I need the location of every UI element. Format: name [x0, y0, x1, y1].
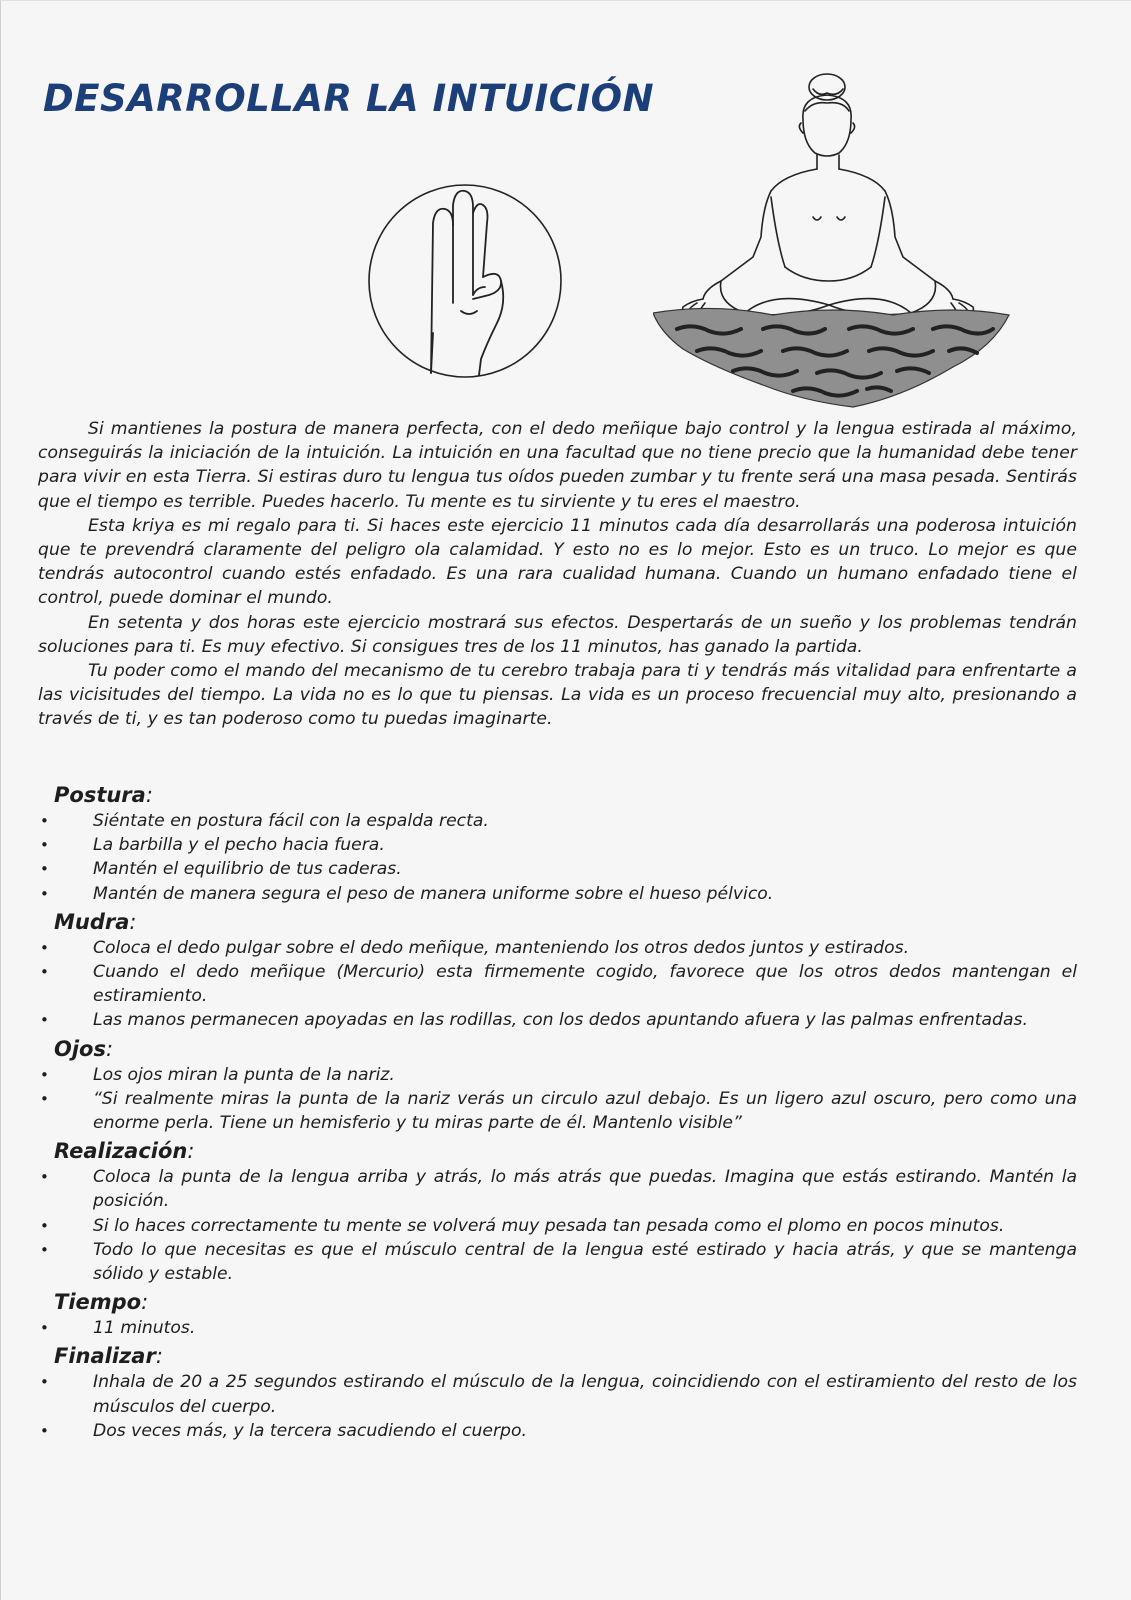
section-finalizar — [38, 1342, 1077, 1443]
section-ojos — [38, 1035, 1077, 1136]
section-mudra — [38, 908, 1077, 1033]
paragraph: En setenta y dos horas este ejercicio mostrará sus efectos. Despertarás de un sueño y los problemas tendrán soluciones para ti. Es muy efectivo. Si consigues tres de los 11 minutos, has ganado la partida. — [38, 612, 1077, 657]
section-heading: Realización: — [54, 1139, 195, 1164]
body-text — [38, 417, 1077, 732]
section-heading: Mudra: — [54, 909, 137, 934]
list-item: • 11 minutos. — [38, 1316, 1077, 1340]
paragraph: Tu poder como el mando del mecanismo de tu cerebro trabaja para ti y tendrás más vitalidad para enfrentarte a las vicisitudes del tiempo. La vida no es lo que tu piensas. La vida es un proceso frecuencial muy alto, presionando a través de ti, y es tan poderoso como tu puedas imaginarte. — [38, 661, 1077, 730]
paragraph: Si mantienes la postura de manera perfecta, con el dedo meñique bajo control y la lengua estirada al máximo, conseguirás la iniciación de la intuición. La intuición en una facultad que no tiene precio que la humanidad debe tener para vivir en esta Tierra. Si estiras duro tu lengua tus oídos pueden zumbar y tu frente será una masa pesada. Sentirás que el tiempo es terrible. Puedes hacerlo. Tu mente es tu sirviente y tu eres el maestro. — [38, 419, 1077, 512]
list-item: • Siéntate en postura fácil con la espalda recta. — [38, 809, 1077, 833]
section-heading: Tiempo: — [54, 1290, 149, 1315]
list-item: • La barbilla y el pecho hacia fuera. — [38, 833, 1077, 857]
list-item: • Coloca el dedo pulgar sobre el dedo meñique, manteniendo los otros dedos juntos y estirados. — [38, 936, 1077, 960]
list-item: • Si lo haces correctamente tu mente se volverá muy pesada tan pesada como el plomo en pocos minutos. — [38, 1214, 1077, 1238]
section-heading: Finalizar: — [54, 1344, 163, 1369]
list-item: • Todo lo que necesitas es que el músculo central de la lengua esté estirado y hacia atrás, y que se mantenga sólido y estable. — [38, 1238, 1077, 1286]
paragraph: Esta kriya es mi regalo para ti. Si haces este ejercicio 11 minutos cada día desarrollarás una poderosa intuición que te prevendrá claramente del peligro ola calamidad. Y esto no es lo mejor. Esto es un truco. Lo mejor es que tendrás autocontrol cuando estés enfadado. Es una rara cualidad humana. Cuando un humano enfadado tiene el control, puede dominar el mundo. — [38, 515, 1077, 609]
list-item: • “Si realmente miras la punta de la nariz verás un circulo azul debajo. Es un ligero azul oscuro, pero como una enorme perla. Tiene un hemisferio y tu miras parte de él. Mantenlo visible” — [38, 1087, 1077, 1135]
list-item: • Las manos permanecen apoyadas en las rodillas, con los dedos apuntando afuera y las palmas enfrentadas. — [38, 1008, 1077, 1032]
page-title: DESARROLLAR LA INTUICIÓN — [43, 77, 655, 120]
list-item: • Cuando el dedo meñique (Mercurio) esta firmemente cogido, favorece que los otros dedos mantengan el estiramiento. — [38, 960, 1077, 1008]
list-item: • Coloca la punta de la lengua arriba y atrás, lo más atrás que puedas. Imagina que estás estirando. Mantén la posición. — [38, 1165, 1077, 1213]
list-item: • Mantén de manera segura el peso de manera uniforme sobre el hueso pélvico. — [38, 882, 1077, 906]
section-postura — [38, 781, 1077, 906]
section-realizacion — [38, 1137, 1077, 1286]
list-item: • Dos veces más, y la tercera sacudiendo el cuerpo. — [38, 1419, 1077, 1443]
list-item: • Mantén el equilibrio de tus caderas. — [38, 857, 1077, 881]
list-item: • Inhala de 20 a 25 segundos estirando el músculo de la lengua, coincidiendo con el estiramiento del resto de los músculos del cuerpo. — [38, 1370, 1077, 1418]
section-tiempo — [38, 1288, 1077, 1340]
section-heading: Postura: — [54, 783, 153, 807]
list-item: • Los ojos miran la punta de la nariz. — [38, 1063, 1077, 1087]
mudra-hand-icon — [365, 183, 565, 387]
section-heading: Ojos: — [54, 1036, 114, 1061]
instruction-sections — [38, 781, 1077, 1445]
meditating-figure-icon — [653, 67, 1013, 415]
